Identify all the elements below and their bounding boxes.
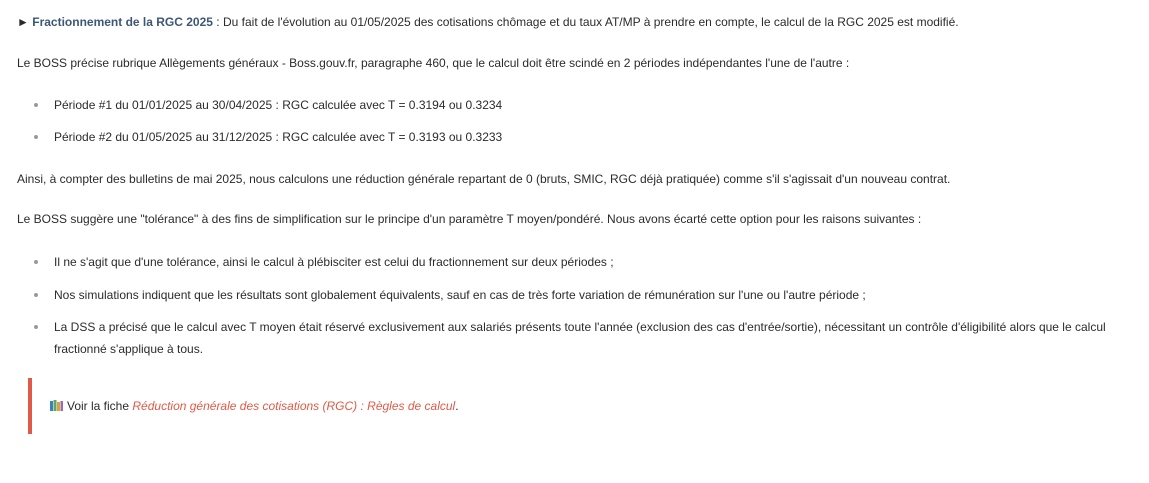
fiche-link[interactable]: Réduction générale des cotisations (RGC) : Règles de calcul <box>132 399 456 413</box>
intro-paragraph <box>17 14 959 30</box>
section-title: Fractionnement de la RGC 2025 <box>32 15 213 29</box>
bullet-icon <box>34 325 38 329</box>
callout-accent-bar <box>28 378 32 434</box>
reason-text: Nos simulations indiquent que les résultats sont globalement équivalents, sauf en cas de très forte variation de rémunération sur l'une ou l'autre période ; <box>54 288 866 302</box>
mai-paragraph: Ainsi, à compter des bulletins de mai 2025, nous calculons une réduction générale repartant de 0 (bruts, SMIC, RGC déjà pratiquée) comme s'il s'agissait d'un nouveau contrat. <box>17 172 951 186</box>
reason-text: Il ne s'agit que d'une tolérance, ainsi le calcul à plébisciter est celui du fractionnement sur deux périodes ; <box>54 255 614 269</box>
tolerance-paragraph: Le BOSS suggère une "tolérance" à des fins de simplification sur le principe d'un paramètre T moyen/pondéré. Nous avons écarté cette option pour les raisons suivantes : <box>17 212 922 226</box>
bullet-icon <box>34 135 38 139</box>
callout-prefix: Voir la fiche <box>67 399 133 413</box>
bullet-icon <box>34 103 38 107</box>
callout-line <box>50 398 459 414</box>
period-text: Période #1 du 01/01/2025 au 30/04/2025 : RGC calculée avec T = 0.3194 ou 0.3234 <box>54 98 503 112</box>
see-also-callout <box>28 378 628 434</box>
callout-suffix: . <box>455 399 459 413</box>
period-text: Période #2 du 01/05/2025 au 31/12/2025 : RGC calculée avec T = 0.3193 ou 0.3233 <box>54 130 503 144</box>
bullet-icon <box>34 260 38 264</box>
intro-text: : Du fait de l'évolution au 01/05/2025 des cotisations chômage et du taux AT/MP à prendre en compte, le calcul de la RGC 2025 est modifié. <box>212 15 959 29</box>
arrow-right-icon: ► <box>17 15 29 29</box>
books-icon <box>50 400 63 411</box>
reason-text: La DSS a précisé que le calcul avec T moyen était réservé exclusivement aux salariés présents toute l'année (exclusion des cas d'entrée/sortie), nécessitant un contrôle d'éligibilité alors que le calcul fractionné s'applique à tous. <box>54 320 1106 356</box>
bullet-icon <box>34 293 38 297</box>
boss-paragraph: Le BOSS précise rubrique Allègements généraux - Boss.gouv.fr, paragraphe 460, que le calcul doit être scindé en 2 périodes indépendantes l'une de l'autre : <box>17 56 850 70</box>
